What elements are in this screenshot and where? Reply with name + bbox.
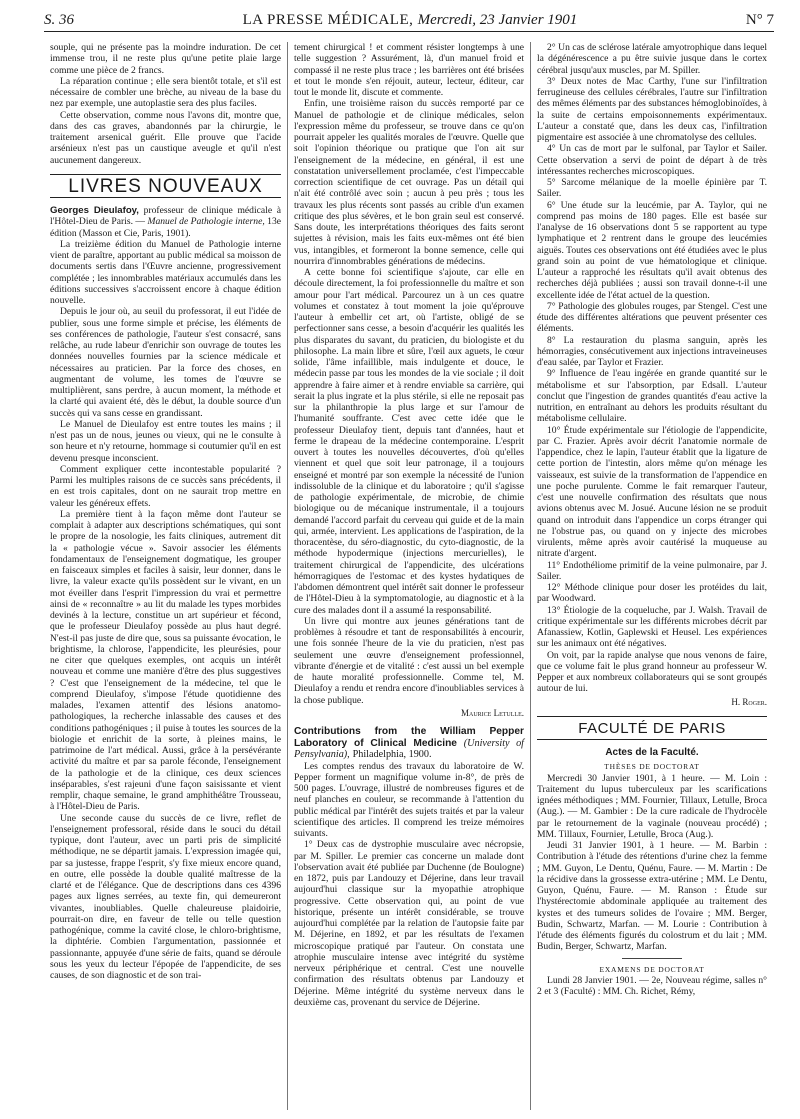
book-intro: professeur de clinique médicale à l'Hôtel-Dieu de Paris. — bbox=[50, 205, 281, 228]
issue-date: Mercredi, 23 Janvier 1901 bbox=[417, 12, 578, 28]
paragraph: 1° Deux cas de dystrophie musculaire avec nécropsie, par M. Spiller. Le premier cas concerne un malade dont l'observation avait été publiée par Duchenne (de Boulogne) en 1872, puis par Landouzy et Déjerine, dans leur travail aujourd'hui classique sur la myopathie atrophique progressive. Cette observation qui, au point de vue historique, présente un intérêt considérable, se trouve aujourd'hui complétée par la relation de l'autopsie faite par M. Déjerine, en 1892, et par les résultats de l'examen microscopique pratiqué par l'auteur. On constata une atrophie musculaire intense avec intégrité du système nerveux périphérique et central. C'est une nouvelle confirmation des résultats obtenus par Landouzy et Déjerine. Même intégrité du système nerveux dans le deuxième cas, provenant du service de Déjerine. bbox=[294, 839, 524, 1008]
newspaper-page bbox=[44, 12, 774, 1112]
columns bbox=[44, 42, 774, 1110]
book-title: Manuel de Pathologie interne, bbox=[147, 216, 265, 228]
section-title-livres-nouveaux: LIVRES NOUVEAUX bbox=[50, 174, 281, 198]
page-number: S. 36 bbox=[44, 12, 74, 28]
paragraph: 3° Deux notes de Mac Carthy, l'une sur l'infiltration ferrugineuse des cellules cérébrales, l'autre sur l'infiltration des mêmes éléments par des substances hémoglobinoïdes, à la suite de certains empoisonnements expérimentaux. L'auteur a constaté que, dans les deux cas, l'infiltration pigmentaire est associée à une chromatolyse des cellules. bbox=[537, 75, 767, 143]
journal-name: LA PRESSE MÉDICALE, bbox=[242, 12, 414, 28]
signature-letulle: Maurice Letulle. bbox=[461, 707, 524, 718]
paragraph: A cette bonne foi scientifique s'ajoute, car elle en découle directement, la foi professionnelle du maître et son amour pour l'art médical. Parcourez un à un ces quatre volumes et constatez à tout moment la joie qu'éprouve l'auteur à embellir cet art, où l'artiste, obligé de se perfectionner sans cesse, a besoin d'acquérir les qualités les plus disparates du savant, du praticien, du biologiste et du philosophe. La main libre et sûre, l'œil aux aguets, le cœur solide, l'âme infaillible, mais indulgente et douce, le médecin passe par tous les mondes de la vie sociale ; il doit apprendre à faire aimer et à rendre enviable sa carrière, qui serait la plus ingrate et la plus stérile, si elle ne reposait pas sur la philanthropie la plus large et sur l'amour de l'humanité souffrante. C'est avec cette idée que le professeur Dieulafoy tient, depuis tant d'années, haut et ferme le drapeau de la médecine contemporaine. L'esprit ouvert à toutes les nouvelles découvertes, d'où qu'elles viennent et quel que soit leur patronage, il a toujours enseigné et montré par son exemple la nécessité de l'union indissoluble de la clinique et du laboratoire ; qu'il s'agisse de pathologie expérimentale, de microbie, de chimie biologique ou de mécanique instrumentale, il a toujours demandé l'accord parfait du cerveau qui guide et de la main qui, armée, intervient. Les applications de l'aspiration, de la thoracentèse, du séro-diagnostic, du cyto-diagnostic, de la méthode hypodermique (injections mercurielles), le traitement chirurgical de l'appendicite, des ulcérations hémorragiques de l'estomac et des kystes hydatiques de l'abdomen démontrent quel intérêt sait donner le professeur de l'Hôtel-Dieu à la symptomatologie, au diagnostic et à la cure des malades dont il a assumé la responsabilité. bbox=[294, 267, 524, 616]
subheading-examens: EXAMENS DE DOCTORAT bbox=[599, 964, 705, 974]
article-title: Contributions from the William Pepper Laboratory of Clinical Medicine bbox=[294, 726, 524, 749]
paragraph: Depuis le jour où, au seuil du professorat, il eut l'idée de publier, sous une forme simple et précise, les éléments de ses conférences de pathologie, l'auteur s'est consacré, sans relâche, au rude labeur d'enrichir son ouvrage de toutes les données nouvelles fournies par la science médicale et nécessaires au praticien. Par la force des choses, en augmentant de volume, les tomes de l'œuvre se multiplièrent, sans perdre, à aucun moment, la méthode et la clarté qui avaient été, dès le début, la double source d'un succès qui va sans cesse en grandissant. bbox=[50, 306, 281, 419]
column-right bbox=[530, 42, 773, 1110]
article-place: Philadelphia, 1900. bbox=[352, 749, 432, 760]
signature-roger: H. Roger. bbox=[731, 696, 767, 707]
paragraph: Cette observation, comme nous l'avons dit, montre que, dans des cas graves, abandonnés par la chirurgie, le traitement arsenical guérit. Elle prouve que l'acide arsénieux n'est pas un caustique aveugle et qu'il n'est aucunement dangereux. bbox=[50, 109, 281, 166]
column-middle bbox=[287, 42, 530, 1110]
paragraph: Une seconde cause du succès de ce livre, reflet de l'enseignement professoral, réside dans le souci du détail typique, dont l'auteur, avec un parti pris de simplicité méthodique, ne se départit jamais. L'expression imagée qui, par sa justesse, frappe l'esprit, s'y fixe mieux encore quand, en outre, elle possède la double qualité maîtresse de la clarté et de l'élégance. Que de descriptions dans ces 4396 pages aux lignes serrées, au texte fin, qui demeureront vivantes, inoubliables. Quelle chaleureuse plaidoirie, pourrait-on dire, en faveur de telle ou telle question pathogénique, comme la cavité close, le chloro-brightisme, la diphtérie. Combien l'argumentation, passionnée et passionnante, appuyée d'une série de faits, quand se déroule sous les yeux du lecteur l'épopée de l'appendicite, de ses causes, de son diagnostic et de son trai- bbox=[50, 812, 281, 981]
paragraph: La réparation continue ; elle sera bientôt totale, et s'il est nécessaire de combler une brèche, au niveau de la base du nez par exemple, une autoplastie sera des plus faciles. bbox=[50, 75, 281, 110]
journal-title bbox=[243, 12, 578, 29]
paragraph: 9° Influence de l'eau ingérée en grande quantité sur le métabolisme et sur l'absorption, par Edsall. L'auteur conclut que l'ingestion de grandes quantités d'eau active la nutrition, en entraînant au dehors les produits résultant du métabolisme cellulaire. bbox=[537, 368, 767, 425]
paragraph: La treizième édition du Manuel de Pathologie interne vient de paraître, apportant au public médical sa moisson de documents sertis dans l'Œuvre ancienne, progressivement complétée ; les innombrables matériaux accumulés dans les éditions successives s'accroissent encore à chaque édition nouvelle. bbox=[50, 238, 281, 306]
divider bbox=[622, 958, 682, 959]
page-header bbox=[44, 12, 774, 32]
paragraph: 6° Une étude sur la leucémie, par A. Taylor, qui ne comprend pas moins de 180 pages. Elle est basée sur l'analyse de 16 observations dont 5 se rapportent au type lymphatique et 2 rentrent dans le groupe des leucémies aiguës. Toutes ces observations ont été étudiées avec le plus grand soin au point de vue hématologique et clinique. L'auteur a rapproché les résultats qu'il avait obtenus des recherches déjà publiées ; aussi son travail donne-t-il une excellente idée de l'état actuel de la question. bbox=[537, 199, 767, 301]
paragraph: Jeudi 31 Janvier 1901, à 1 heure. — M. Barbin : Contribution à l'étude des rétentions d'urine chez la femme ; MM. Guyon, Le Dentu, Quénu, Faure. — M. Martin : De la récidive dans la grossesse extra-utérine ; MM. Le Dentu, Guyon, Quénu, Faure. — M. Ranson : Étude sur l'hystérectomie abdominale appliquée au traitement des kystes et des tumeurs solides de l'ovaire ; MM. Berger, Budin, Schwartz, Marfan. — M. Lourie : Contribution à l'étude des éléments figurés du colostrum et du lait ; MM. Budin, Berger, Schwartz, Marfan. bbox=[537, 840, 767, 953]
paragraph: La première tient à la façon même dont l'auteur se complait à adapter aux descriptions schématiques, qui sont le propre de la nosologie, les faits cliniques, autrement dit la « pathologie vécue ». Savoir associer les éléments fondamentaux de l'enseignement dogmatique, les grouper en faisceaux simples et faciles à saisir, leur donner, dans le livre, la valeur exacte qu'ils possèdent sur le vivant, en un mot éveiller dans l'esprit l'impression du vrai et permettre ainsi de « reconnaître » au lit du malade les types morbides devinés à la lecture, constitue un art supérieur et fécond, que le professeur Dieulafoy possède au plus haut degré. N'est-il pas juste de dire que, sous sa puissante évocation, le brightisme, la chlorose, l'appendicite, les pleurésies, pour ne citer que quelques exemples, ont acquis un intérêt nouveau et comme une manière d'être des plus suggestives ? C'est que l'enseignement de la médecine, tel que le comprend Dieulafoy, s'impose l'étude quotidienne des malades, l'examen attentif des lésions anatomo-pathologiques, la recherche inlassable des causes et des conditions pathogéniques ; il puise à toutes les sources de la biologie et enrichit de la sorte, à pleines mains, le patrimoine de l'art médical. Aussi, grâce à la persévérante activité du maître et par sa parole féconde, l'enseignement de la pathologie et de la clinique, ces deux sciences inséparables, s'est rajeuni d'une façon saisissante et vient remplir, chaque semaine, le grand amphithéâtre Trousseau, à l'Hôtel-Dieu de Paris. bbox=[50, 508, 281, 813]
paragraph: 7° Pathologie des globules rouges, par Stengel. C'est une étude des différentes altérations que peuvent présenter ces éléments. bbox=[537, 300, 767, 335]
subheading-actes: Actes de la Faculté. bbox=[605, 747, 699, 758]
paragraph: Le Manuel de Dieulafoy est entre toutes les mains ; il n'est pas un de nous, jeunes ou vieux, qui ne le consulte à son heure et n'y retourne, hommage si coutumier qu'il en est devenu presque inconscient. bbox=[50, 418, 281, 464]
paragraph: On voit, par la rapide analyse que nous venons de faire, que ce volume fait le plus grand honneur au professeur W. Pepper et aux nombreux collaborateurs qui se sont groupés autour de lui. bbox=[537, 649, 767, 695]
book-review-heading bbox=[50, 205, 281, 239]
paragraph: 8° La restauration du plasma sanguin, après les hémorragies, consécutivement aux injections intraveineuses d'eau salée, par Taylor et Frazier. bbox=[537, 334, 767, 368]
paragraph: Les comptes rendus des travaux du laboratoire de W. Pepper forment un magnifique volume in-8°, de près de 500 pages. L'ouvrage, illustré de nombreuses figures et de neuf planches en couleur, se recommande à l'attention du public médical par l'intérêt des sujets traités et par la valeur scientifique des articles. Il comprend les treize mémoires suivants. bbox=[294, 760, 524, 839]
paragraph: 2° Un cas de sclérose latérale amyotrophique dans lequel la dégénérescence a pu être suivie jusque dans le cortex cérébral jusqu'aux muscles, par M. Spiller. bbox=[537, 42, 767, 76]
paragraph: tement chirurgical ! et comment résister longtemps à une telle suggestion ? Assurément, là, d'un manuel froid et compassé il ne reste plus trace ; les barrières ont été brisées et tout le monde s'en réjouit, auteur, lecteur, éditeur, car tout le monde lit, discute et commente. bbox=[294, 42, 524, 98]
article-heading-pepper bbox=[294, 726, 524, 761]
column-left bbox=[44, 42, 287, 1110]
paragraph: Un livre qui montre aux jeunes générations tant de problèmes à résoudre et tant de responsabilités à encourir, une fois sonnée l'heure de la vie du praticien, n'est pas seulement une œuvre d'enseignement professionnel, vibrante d'énergie et de vitalité : c'est aussi un bel exemple de haute moralité professionnelle. Comme tel, M. Dieulafoy a rendu et rendra encore d'inoubliables services à la chose publique. bbox=[294, 615, 524, 706]
book-edition: 13e édition (Masson et Cie, Paris, 1901). bbox=[50, 216, 282, 239]
paragraph: 5° Sarcome mélanique de la moelle épinière par T. Sailer. bbox=[537, 177, 767, 200]
paragraph: 12° Méthode clinique pour doser les protéides du lait, par Woodward. bbox=[537, 582, 767, 605]
paragraph: 11° Endothéliome primitif de la veine pulmonaire, par J. Sailer. bbox=[537, 559, 767, 582]
paragraph: Enfin, une troisième raison du succès remporté par ce Manuel de pathologie et de clinique médicales, selon l'expression même du professeur, se trouve dans ce qu'on pourrait appeler les qualités morales de l'œuvre. Quelle que soit l'opinion théorique ou pratique que l'on ait sur l'enseignement de la médecine, en général, il est une constatation universellement proclamée, c'est l'impeccable correction scientifique de cet ouvrage. Pas un détail qui n'ait été contrôlé avec soin ; aucun à peu près ; tous les travaux les plus récents sont passés au crible d'un examen critique des plus sévères, et le bon grain seul est conservé. Sans doute, les interprétations théoriques des faits seront sujettes à révision, mais les faits eux-mêmes ont été bien vus, intangibles, et formeront la bonne semence, celle qui nourrira d'innombrables générations de médecins. bbox=[294, 98, 524, 267]
section-title-faculte: FACULTÉ DE PARIS bbox=[537, 716, 767, 740]
paragraph: Mercredi 30 Janvier 1901, à 1 heure. — M. Loin : Traitement du lupus tuberculeux par les scarifications ignées méthodiques ; MM. Fournier, Tillaux, Letulle, Broca (Aug.). — M. Gambier : De la cure radicale de l'hydrocèle par le retournement de la vaginale (nouveau procédé) ; MM. Tillaux, Fournier, Letulle, Broca (Aug.). bbox=[537, 772, 767, 840]
paragraph: 4° Un cas de mort par le sulfonal, par Taylor et Sailer. Cette observation a servi de point de départ à de très intéressantes recherches microscopiques. bbox=[537, 143, 767, 177]
paragraph: 13° Étiologie de la coqueluche, par J. Walsh. Travail de critique expérimentale sur les différents microbes décrit par Afanassiew, Kotlin, Gaplewski et Heusel. Les expériences sur les animaux ont été négatives. bbox=[537, 604, 767, 650]
issue-number: N° 7 bbox=[745, 12, 774, 28]
paragraph: Comment expliquer cette incontestable popularité ? Parmi les multiples raisons de ce succès sans précédents, il en est trois capitales, dont on ne saurait trop mettre en valeur les généreux effets. bbox=[50, 463, 281, 509]
paragraph: 10° Étude expérimentale sur l'étiologie de l'appendicite, par C. Frazier. Après avoir décrit l'anatomie normale de l'appendice, chez le lapin, l'auteur établit que la ligature de cette portion de l'intestin, alors même qu'on ménage les vaisseaux, est suivie de la transformation de l'appendice en une poche purulente. Comme le fait remarquer l'auteur, c'est une nouvelle confirmation des résultats que nous avions obtenus avec M. Josué. Aucune lésion ne se produit quand on introduit dans l'appendice un corps étranger qui ne l'obstrue pas, ou quand on y injecte des microbes virulents, même après avoir cautérisé la muqueuse au nitrate d'argent. bbox=[537, 424, 767, 560]
article-source: (University of Pensylvania), bbox=[294, 737, 524, 760]
paragraph: Lundi 28 Janvier 1901. — 2e, Nouveau régime, salles n° 2 et 3 (Faculté) : MM. Ch. Richet, Rémy, bbox=[537, 974, 767, 997]
subheading-theses: THÈSES DE DOCTORAT bbox=[604, 762, 700, 772]
paragraph: souple, qui ne présente pas la moindre induration. De cet immense trou, il ne reste plus qu'une petite plaie large comme une pièce de 2 francs. bbox=[50, 42, 281, 76]
book-author: Georges Dieulafoy, bbox=[50, 205, 139, 216]
